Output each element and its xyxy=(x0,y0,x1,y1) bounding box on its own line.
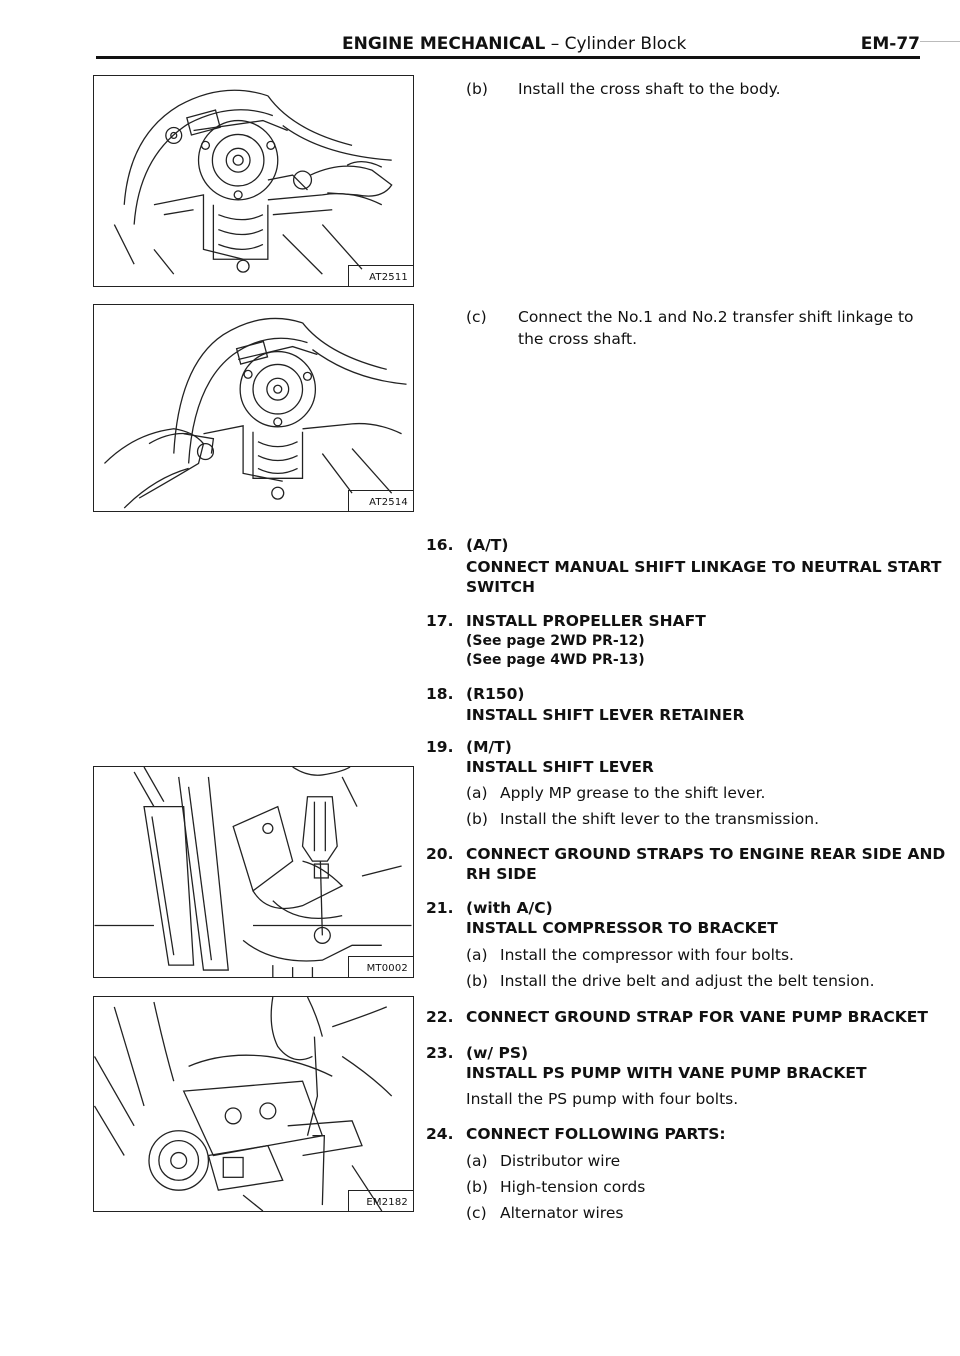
figure-code: MT0002 xyxy=(366,963,408,974)
step-title: RH SIDE xyxy=(466,865,537,883)
substep-text: Connect the No.1 and No.2 transfer shift linkage to xyxy=(518,308,914,326)
step-title: INSTALL COMPRESSOR TO BRACKET xyxy=(466,919,778,937)
figure-ps-pump xyxy=(93,996,414,1212)
substep-label: (b) xyxy=(466,972,488,990)
step-number: 18. xyxy=(426,685,454,703)
step-condition: (with A/C) xyxy=(466,899,553,917)
substep-text: Install the cross shaft to the body. xyxy=(518,80,781,98)
step-text: Install the PS pump with four bolts. xyxy=(466,1090,739,1108)
figure-cross-shaft xyxy=(93,75,414,287)
section-name: ENGINE MECHANICAL xyxy=(342,34,546,54)
step-title: SWITCH xyxy=(466,578,535,596)
substep-label: (b) xyxy=(466,810,488,828)
step-number: 24. xyxy=(426,1125,454,1143)
step-reference: (See page 2WD PR-12) xyxy=(466,633,645,649)
substep-label: (a) xyxy=(466,946,488,964)
ps-pump-install-illustration-icon xyxy=(94,997,413,1211)
step-title: CONNECT MANUAL SHIFT LINKAGE TO NEUTRAL START xyxy=(466,558,942,576)
substep-label: (a) xyxy=(466,1152,488,1170)
substep-text: the cross shaft. xyxy=(518,330,638,348)
substep-text: Install the compressor with four bolts. xyxy=(500,946,794,964)
figure-code: EM2182 xyxy=(366,1197,408,1208)
page-number: EM-77 xyxy=(860,34,920,54)
page-header xyxy=(96,34,920,60)
substep-text: High-tension cords xyxy=(500,1178,646,1196)
title-separator: – xyxy=(550,34,560,54)
step-number: 21. xyxy=(426,899,454,917)
substep-text: Distributor wire xyxy=(500,1152,621,1170)
header-rule-tail xyxy=(920,41,960,42)
step-title: INSTALL PROPELLER SHAFT xyxy=(466,612,706,630)
step-title: CONNECT GROUND STRAP FOR VANE PUMP BRACKET xyxy=(466,1008,928,1026)
substep-label: (c) xyxy=(466,308,487,326)
step-number: 23. xyxy=(426,1044,454,1062)
cross-shaft-install-illustration-icon xyxy=(94,76,413,286)
step-title: CONNECT GROUND STRAPS TO ENGINE REAR SIDE AND xyxy=(466,845,946,863)
step-title: INSTALL SHIFT LEVER RETAINER xyxy=(466,706,745,724)
step-number: 20. xyxy=(426,845,454,863)
header-rule xyxy=(96,56,920,59)
figure-shift-lever xyxy=(93,766,414,978)
substep-label: (b) xyxy=(466,1178,488,1196)
step-condition: (R150) xyxy=(466,685,525,703)
substep-text: Alternator wires xyxy=(500,1204,624,1222)
substep-text: Install the shift lever to the transmission. xyxy=(500,810,819,828)
shift-lever-install-illustration-icon xyxy=(94,767,413,977)
step-reference: (See page 4WD PR-13) xyxy=(466,652,645,668)
figure-code: AT2511 xyxy=(369,272,408,283)
step-title: CONNECT FOLLOWING PARTS: xyxy=(466,1125,726,1143)
step-number: 22. xyxy=(426,1008,454,1026)
figure-transfer-linkage xyxy=(93,304,414,512)
transfer-linkage-illustration-icon xyxy=(94,305,413,511)
step-condition: (w/ PS) xyxy=(466,1044,529,1062)
figure-code: AT2514 xyxy=(369,497,408,508)
step-title: INSTALL PS PUMP WITH VANE PUMP BRACKET xyxy=(466,1064,867,1082)
substep-label: (c) xyxy=(466,1204,487,1222)
step-number: 17. xyxy=(426,612,454,630)
step-condition: (A/T) xyxy=(466,536,509,554)
subsection-name: Cylinder Block xyxy=(564,34,687,54)
substep-text: Install the drive belt and adjust the belt tension. xyxy=(500,972,875,990)
page-title xyxy=(342,34,686,54)
step-condition: (M/T) xyxy=(466,738,512,756)
substep-text: Apply MP grease to the shift lever. xyxy=(500,784,766,802)
substep-label: (a) xyxy=(466,784,488,802)
step-number: 19. xyxy=(426,738,454,756)
step-number: 16. xyxy=(426,536,454,554)
step-title: INSTALL SHIFT LEVER xyxy=(466,758,654,776)
substep-label: (b) xyxy=(466,80,488,98)
